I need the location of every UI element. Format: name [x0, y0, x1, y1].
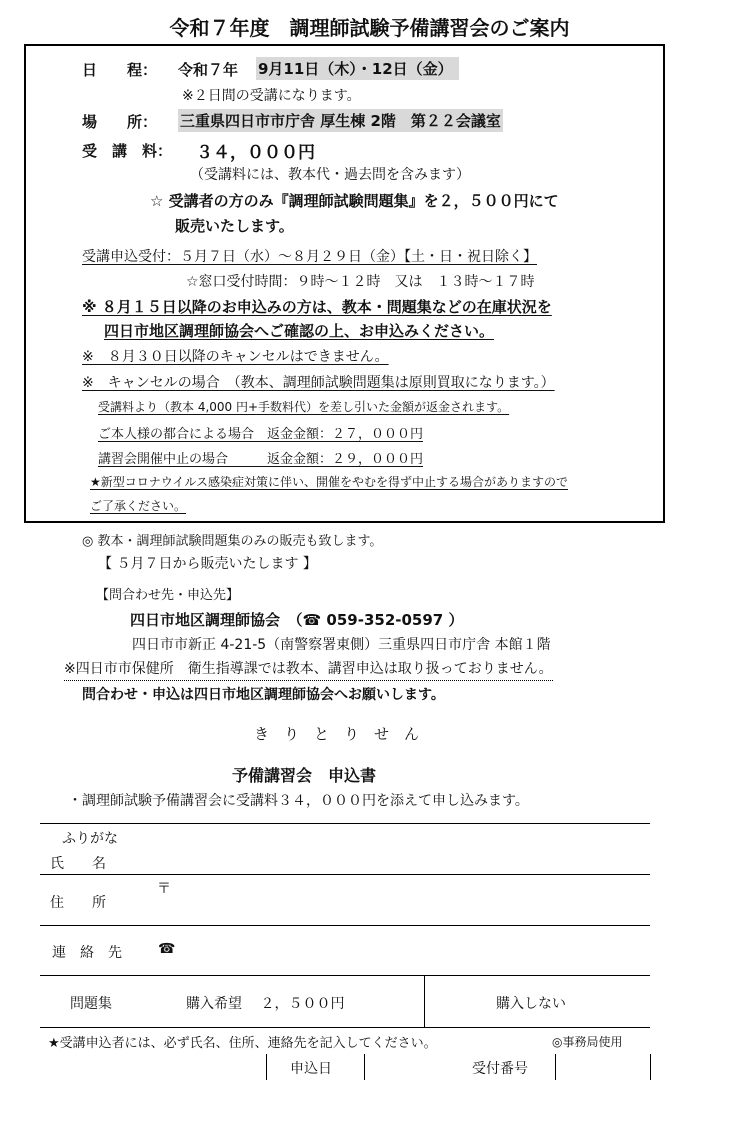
office-divider-2 — [364, 1054, 365, 1080]
form-line-contact — [40, 975, 650, 976]
cancel-case-note: ※ キャンセルの場合 （教本、調理師試験問題集は原則買取になります。） — [82, 375, 555, 391]
book-label: 問題集 — [70, 996, 112, 1012]
reception-period: 受講申込受付：５月７日（水）～８月２９日（金）【土・日・祝日除く】 — [82, 249, 537, 265]
fee-value: ３４，０００円 — [196, 143, 315, 163]
sale-line-1: ☆ 受講者の方のみ『調理師試験問題集』を２，５００円にて — [150, 192, 559, 210]
office-divider-3 — [555, 1054, 556, 1080]
office-divider-4 — [650, 1054, 651, 1080]
form-divider-purchase — [424, 975, 425, 1027]
receipt-number-label: 受付番号 — [472, 1061, 528, 1077]
furigana-label: ふりがな — [62, 831, 118, 847]
book-sale-date: 【 ５月７日から販売いたします 】 — [98, 556, 317, 572]
form-line-name — [40, 874, 650, 875]
place-value: 三重県四日市市庁舎 厚生棟 2階 第２２会議室 — [178, 109, 503, 132]
name-label: 氏 名 — [50, 856, 106, 872]
contact-heading: 【問合わせ先・申込先】 — [96, 588, 240, 603]
window-hours: ☆窓口受付時間：９時～１２時 又は １３時～１７時 — [186, 274, 535, 290]
required-note: ★受講申込者には、必ず氏名、住所、連絡先を記入してください。 — [48, 1036, 437, 1051]
form-line-purchase — [40, 1027, 650, 1028]
cancel-deadline-note: ※ ８月３０日以降のキャンセルはできません。 — [82, 349, 389, 365]
book-sale-note: ◎ 教本・調理師試験問題集のみの販売も致します。 — [82, 534, 383, 549]
office-use-label: ◎事務局使用 — [552, 1035, 623, 1049]
refund-personal: ご本人様の都合による場合 返金金額：２７，０００円 — [98, 427, 424, 442]
date-label: 日 程： — [82, 61, 158, 79]
postal-mark: 〒 — [157, 881, 171, 897]
purchase-yes-option[interactable]: 購入希望 ２，５００円 — [186, 996, 345, 1012]
health-center-notice: ※四日市市保健所 衛生指導課では教本、講習申込は取り扱っておりません。 — [64, 658, 553, 681]
date-prefix: 令和７年 — [178, 61, 239, 79]
covid-note-2: ご了承ください。 — [90, 499, 187, 513]
stock-note-1: ※ ８月１５日以降のお申込みの方は、教本・問題集などの在庫状況を — [82, 298, 552, 316]
purchase-no-option[interactable]: 購入しない — [496, 996, 566, 1012]
contact-request: 問合わせ・申込は四日市地区調理師協会へお願いします。 — [82, 687, 445, 703]
contact-address: 四日市市新正 4-21-5（南警察署東側）三重県四日市庁舎 本館１階 — [132, 637, 551, 653]
refund-rule: 受講料より（教本 4,000 円+手数料代）を差し引いた金額が返金されます。 — [98, 400, 510, 414]
refund-cancel: 講習会開催中止の場合 返金金額：２９，０００円 — [98, 452, 424, 467]
cut-line-label: き り と り せ ん — [254, 725, 420, 743]
office-divider-1 — [266, 1054, 267, 1080]
fee-note: （受講料には、教本代・過去問を含みます） — [190, 167, 470, 183]
contact-label: 連 絡 先 — [52, 945, 122, 961]
form-title: 予備講習会 申込書 — [232, 766, 377, 785]
date-note: ※２日間の受講になります。 — [182, 88, 361, 104]
address-label: 住 所 — [50, 895, 106, 911]
fee-label: 受 講 料： — [82, 142, 173, 160]
stock-note-2: 四日市地区調理師協会へご確認の上、お申込みください。 — [104, 322, 495, 340]
apply-date-label: 申込日 — [290, 1061, 332, 1077]
place-label: 場 所： — [82, 113, 158, 131]
form-line-address — [40, 925, 650, 926]
form-line-top — [40, 823, 650, 824]
page-title: 令和７年度 調理師試験予備講習会のご案内 — [169, 16, 570, 40]
covid-note-1: ★新型コロナウイルス感染症対策に伴い、開催をやむを得ず中止する場合がありますので — [90, 475, 569, 489]
date-value: 9月11日（木）・12日（金） — [256, 57, 459, 80]
sale-line-2: 販売いたします。 — [175, 217, 294, 235]
contact-organization: 四日市地区調理師協会 （☎ 059-352-0597 ） — [130, 611, 464, 629]
phone-icon: ☎ — [158, 941, 176, 957]
form-statement: ・調理師試験予備講習会に受講料３４，０００円を添えて申し込みます。 — [68, 793, 529, 809]
